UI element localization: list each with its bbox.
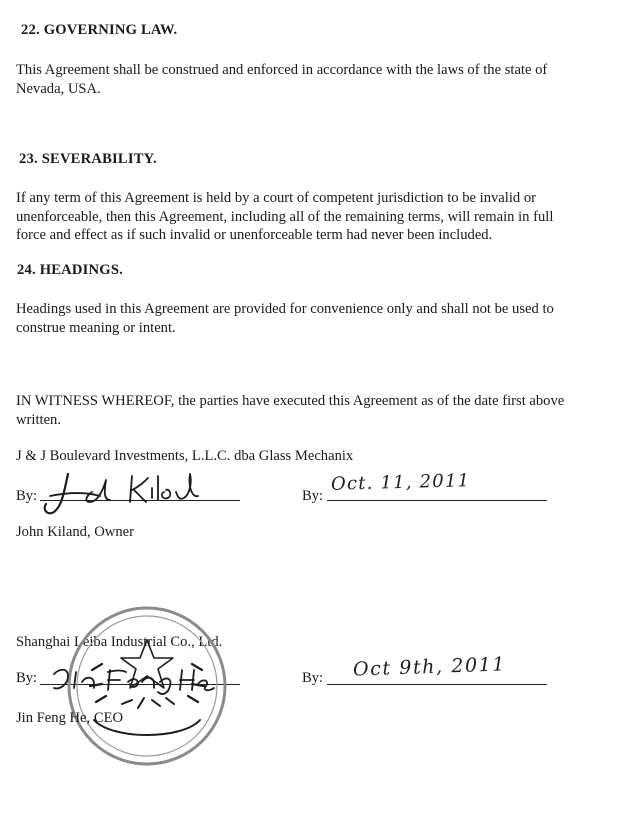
- section-24-line-1: Headings used in this Agreement are provided for convenience only and shall not be used to: [16, 301, 554, 317]
- party1-handwritten-date: Oct. 11, 2011: [330, 470, 471, 495]
- section-22-line-1: This Agreement shall be construed and enforced in accordance with the laws of the state of: [16, 62, 548, 78]
- party2-by-label: By:: [16, 670, 38, 686]
- section-23-line-1: If any term of this Agreement is held by a court of competent jurisdiction to be invalid or: [16, 190, 536, 206]
- section-24-heading: 24. HEADINGS.: [17, 262, 123, 278]
- party2-company-name: Shanghai Leiba Industrial Co., Ltd.: [16, 634, 223, 650]
- section-22-heading: 22. GOVERNING LAW.: [21, 22, 178, 38]
- section-24-body: [16, 300, 616, 337]
- party1-by-label: By:: [16, 488, 38, 504]
- party1-date-by-label: By:: [302, 488, 324, 504]
- section-24-line-2: construe meaning or intent.: [16, 319, 176, 336]
- party1-company-name: J & J Boulevard Investments, L.L.C. dba Glass Mechanix: [16, 448, 354, 464]
- party2-date-line: [327, 684, 547, 685]
- party2-date-by-label: By:: [302, 670, 324, 686]
- witness-clause: [16, 392, 616, 429]
- section-23-line-3: force and effect as if such invalid or unenforceable term had never been included.: [16, 227, 493, 244]
- witness-line-2: written.: [16, 411, 61, 428]
- section-22-body: [16, 61, 616, 98]
- party1-date-line: [327, 500, 547, 501]
- section-22-line-2: Nevada, USA.: [16, 80, 101, 97]
- party1-signatory-name: John Kiland, Owner: [16, 524, 134, 540]
- witness-line-1: IN WITNESS WHEREOF, the parties have executed this Agreement as of the date first above: [16, 393, 565, 409]
- section-23-line-2: unenforceable, then this Agreement, including all of the remaining terms, will remain in full: [16, 208, 554, 225]
- party2-signature: [46, 660, 216, 700]
- party2-handwritten-date: Oct 9th, 2011: [352, 653, 507, 681]
- party2-signatory-name: Jin Feng He, CEO: [16, 710, 124, 726]
- party1-signature: [40, 462, 210, 522]
- section-23-heading: 23. SEVERABILITY.: [19, 151, 157, 167]
- section-23-body: [16, 189, 616, 245]
